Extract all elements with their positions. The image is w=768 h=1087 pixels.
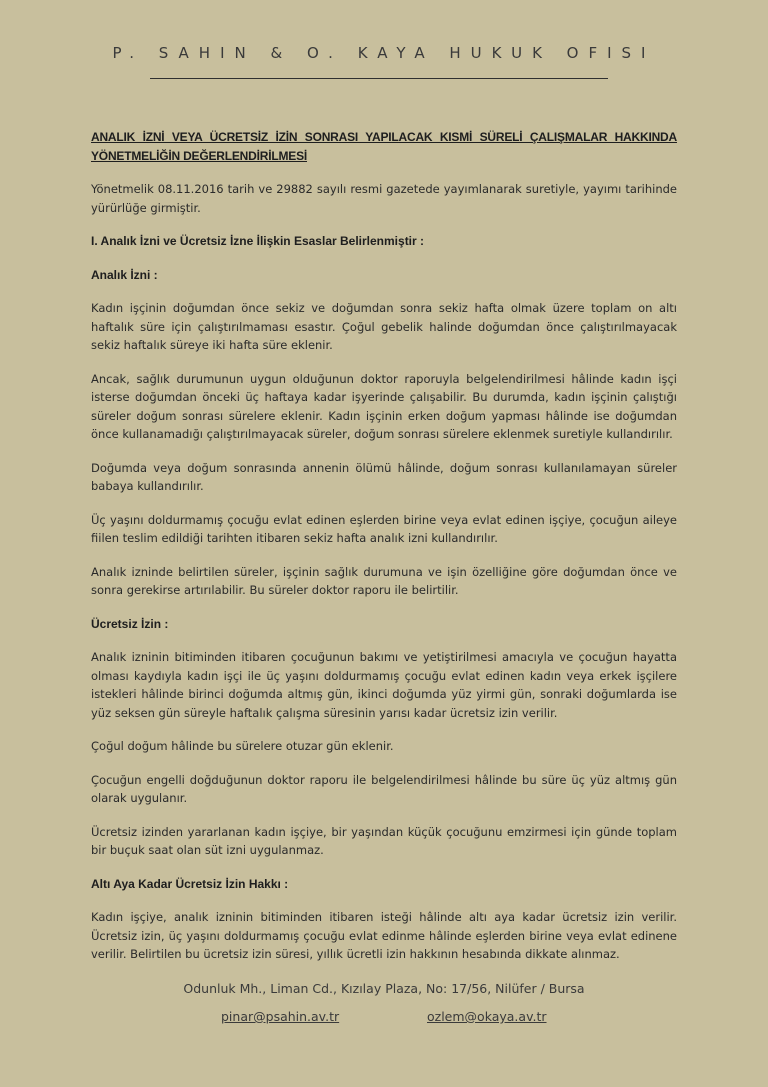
document-body [91,128,677,964]
firm-name-header: P. SAHIN & O. KAYA HUKUK OFISI [112,44,656,62]
analik-izni-heading: Analık İzni : [91,267,158,282]
email-link-ozlem[interactable]: ozlem@okaya.av.tr [427,1009,547,1024]
intro-paragraph: Yönetmelik 08.11.2016 tarih ve 29882 sayılı resmi gazetede yayımlanarak suretiyle, yayımı tarihinde yürürlüğe girmiştir. [91,182,677,215]
analik-paragraph-3: Doğumda veya doğum sonrasında annenin ölümü hâlinde, doğum sonrası kullanılamayan süreler babaya kullandırılır. [91,460,677,493]
ucretsiz-paragraph-1: Analık izninin bitiminden itibaren çocuğunun bakımı ve yetiştirilmesi amacıyla ve çocuğun hayatta olması kaydıyla kadın işçi ile üç yaşını doldurmamış çocuğu evlat edinen kadın veya erkek işçilere istekleri hâlinde birinci doğumda altmış gün, ikinci doğumda yüz yirmi gün, sonraki doğumlarda ise yüz seksen gün süreyle haftalık çalışma süresinin yarısı kadar ücretsiz izin verilir. [91,650,677,720]
ucretsiz-paragraph-4: Ücretsiz izinden yararlanan kadın işçiye, bir yaşından küçük çocuğunu emzirmesi için günde toplam bir buçuk saat olan süt izni uygulanmaz. [91,824,677,857]
ucretsiz-paragraph-3: Çocuğun engelli doğduğunun doktor raporu ile belgelendirilmesi hâlinde bu süre üç yüz altmış gün olarak uygulanır. [91,772,677,805]
alti-aya-heading: Altı Aya Kadar Ücretsiz İzin Hakkı : [91,876,289,891]
email-link-pinar[interactable]: pinar@psahin.av.tr [221,1009,340,1024]
analik-paragraph-1: Kadın işçinin doğumdan önce sekiz ve doğumdan sonra sekiz hafta olmak üzere toplam on altı haftalık süre için çalıştırılmaması esastır. Çoğul gebelik halinde doğumdan önce çalıştırılmayacak sekiz haftalık süreye iki hafta süre eklenir. [91,301,677,352]
section1-heading: I. Analık İzni ve Ücretsiz İzne İlişkin Esaslar Belirlenmiştir : [91,234,425,248]
header-divider [150,78,608,79]
alti-aya-paragraph-1: Kadın işçiye, analık izninin bitiminden itibaren isteği hâlinde altı aya kadar ücretsiz izin verilir. Ücretsiz izin, üç yaşını doldurmamış çocuğu evlat edinme hâlinde eşlerden birine veya evlat edinene verilir. Belirtilen bu ücretsiz izin süresi, yıllık ücretli izin hakkının hesabında dikkate alınmaz. [91,910,677,961]
document-title: ANALIK İZNİ VEYA ÜCRETSİZ İZİN SONRASI YAPILACAK KISMİ SÜRELİ ÇALIŞMALAR HAKKINDA YÖNETMELİĞİN DEĞERLENDİRİLMESİ [91,130,677,163]
analik-paragraph-4: Üç yaşını doldurmamış çocuğu evlat edinen eşlerden birine veya evlat edinen işçiye, çocuğun aileye fiilen teslim edildiği tarihten itibaren sekiz hafta analık izni kullandırılır. [91,512,677,545]
ucretsiz-izin-heading: Ücretsiz İzin : [91,616,169,631]
footer-address: Odunluk Mh., Liman Cd., Kızılay Plaza, No: 17/56, Nilüfer / Bursa [183,981,585,996]
analik-paragraph-5: Analık izninde belirtilen süreler, işçinin sağlık durumuna ve işin özelliğine göre doğumdan önce ve sonra gerekirse artırılabilir. Bu süreler doktor raporu ile belirtilir. [91,564,677,597]
ucretsiz-paragraph-2: Çoğul doğum hâlinde bu sürelere otuzar gün eklenir. [91,739,394,753]
analik-paragraph-2: Ancak, sağlık durumunun uygun olduğunun doktor raporuyla belgelendirilmesi hâlinde kadın işçi isterse doğumdan önceki üç haftaya kadar işyerinde çalışabilir. Bu durumda, kadın işçinin çalıştığı süreler doğum sonrası sürelere eklenir. Kadın işçinin erken doğum yapması hâlinde ise doğumdan önce kullanamadığı çalıştırılmayacak süreler, doğum sonrası sürelere eklenmek suretiyle kullandırılır. [91,371,677,441]
